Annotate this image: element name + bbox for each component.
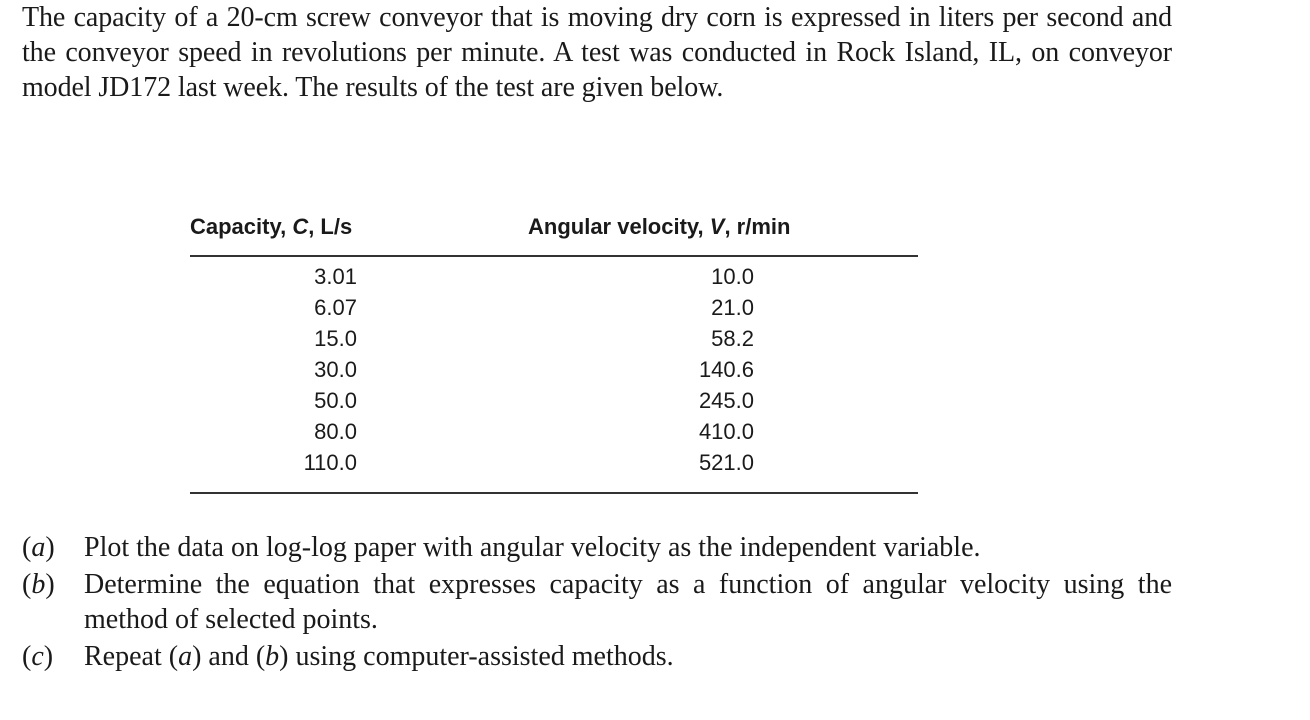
table-row — [190, 416, 918, 447]
question-item-a — [22, 530, 1172, 565]
table-row — [190, 385, 918, 416]
table-row — [190, 261, 918, 292]
label-letter: a — [31, 532, 46, 563]
header-velocity-text: Angular velocity, — [528, 214, 710, 239]
table-bottom-rule — [190, 492, 918, 494]
question-text-c-part: Repeat ( — [84, 641, 179, 672]
question-text-c-part: ) using computer-assisted methods. — [279, 641, 674, 672]
label-close-paren: ) — [43, 641, 54, 672]
label-close-paren: ) — [45, 532, 55, 563]
question-text-a: Plot the data on log-log paper with angular velocity as the independent variable. — [84, 532, 981, 563]
capacity-cell: 50.0 — [314, 388, 357, 413]
header-velocity-unit: , r/min — [724, 214, 791, 239]
capacity-cell: 15.0 — [314, 326, 357, 351]
table-row — [190, 447, 918, 478]
question-label-c — [22, 639, 53, 674]
question-item-c — [22, 639, 1172, 674]
header-capacity-text: Capacity, — [190, 214, 293, 239]
question-ref-b: b — [265, 641, 280, 672]
table-row — [190, 292, 918, 323]
velocity-cell: 10.0 — [711, 264, 754, 289]
header-velocity-variable: V — [709, 214, 725, 239]
velocity-cell: 245.0 — [698, 388, 754, 413]
table-row — [190, 354, 918, 385]
capacity-cell: 6.07 — [314, 295, 357, 320]
header-capacity-unit: , L/s — [308, 214, 353, 239]
capacity-cell: 3.01 — [314, 264, 357, 289]
question-label-b — [22, 567, 55, 602]
label-letter: b — [31, 569, 46, 600]
capacity-cell: 110.0 — [303, 450, 357, 475]
header-capacity — [190, 205, 352, 249]
table-row — [190, 323, 918, 354]
velocity-cell: 140.6 — [698, 357, 754, 382]
problem-intro-paragraph: The capacity of a 20-cm screw conveyor that is moving dry corn is expressed in liters per second and the conveyor speed in revolutions per minute. A test was conducted in Rock Island, IL, on conveyor model JD172 last week. The results of the test are given below. — [22, 2, 1172, 103]
table-top-rule — [190, 255, 918, 257]
label-open-paren: ( — [22, 641, 32, 672]
question-item-b — [22, 567, 1172, 637]
header-velocity — [528, 205, 790, 249]
label-open-paren: ( — [22, 532, 32, 563]
question-list — [22, 530, 1172, 674]
velocity-cell: 410.0 — [698, 419, 754, 444]
table-header — [190, 205, 918, 249]
question-label-a — [22, 530, 55, 565]
data-table — [190, 205, 918, 475]
velocity-cell: 21.0 — [711, 295, 754, 320]
header-capacity-variable: C — [292, 214, 309, 239]
question-ref-a: a — [178, 641, 193, 672]
question-text-b: Determine the equation that expresses capacity as a function of angular velocity using the method of selected points. — [84, 569, 1172, 635]
velocity-cell: 58.2 — [711, 326, 754, 351]
capacity-cell: 30.0 — [314, 357, 357, 382]
question-text-c-part: ) and ( — [192, 641, 266, 672]
table-body — [190, 261, 918, 478]
label-close-paren: ) — [45, 569, 55, 600]
label-open-paren: ( — [22, 569, 32, 600]
velocity-cell: 521.0 — [698, 450, 754, 475]
label-letter: c — [31, 641, 44, 672]
capacity-cell: 80.0 — [314, 419, 357, 444]
question-text-c — [84, 641, 674, 672]
